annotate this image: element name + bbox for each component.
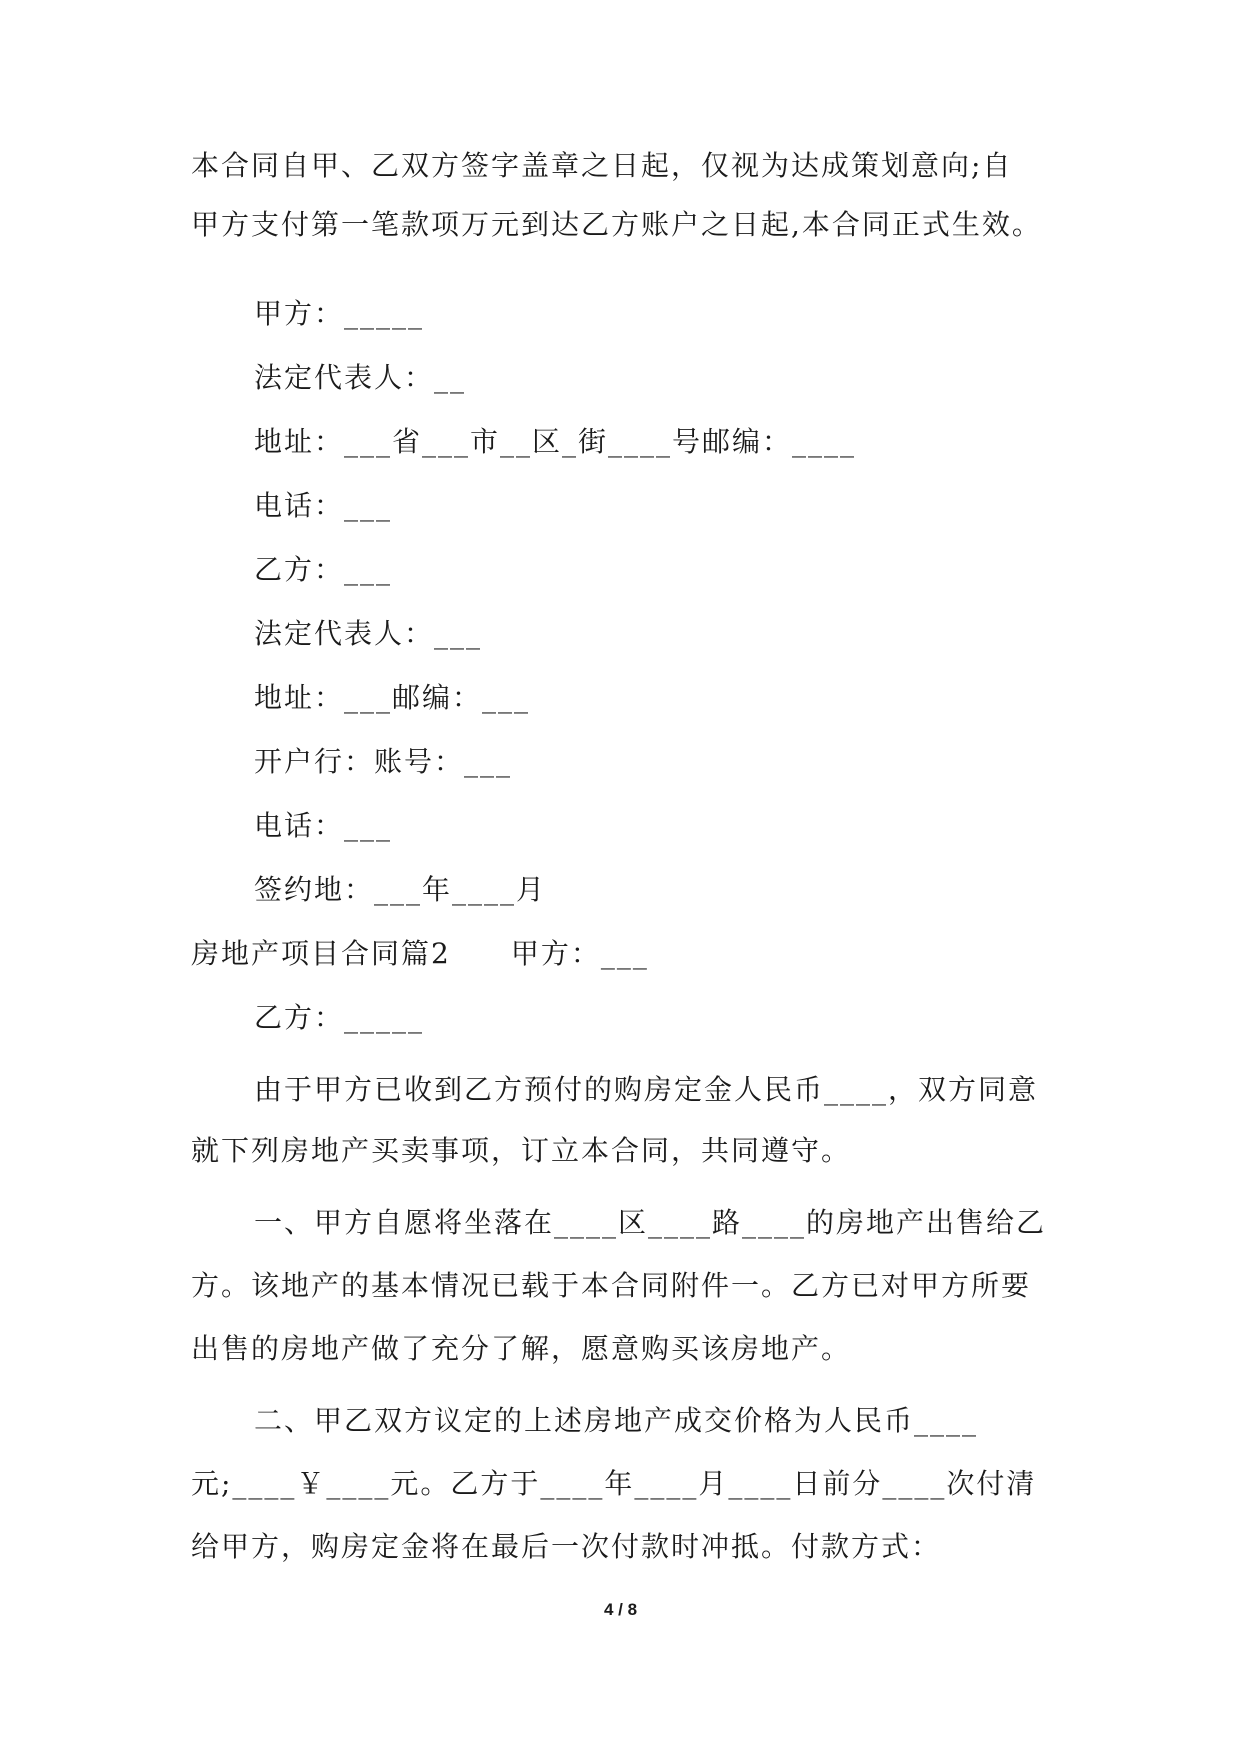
party-b-field: 乙方：___ <box>254 553 393 586</box>
paragraph-line: 出售的房地产做了充分了解，愿意购买该房地产。 <box>191 1332 852 1365</box>
party-a-representative-field: 法定代表人：__ <box>254 361 467 394</box>
party-a-phone-field: 电话：___ <box>254 489 393 522</box>
paragraph-line: 本合同自甲、乙双方签字盖章之日起，仅视为达成策划意向;自 <box>191 149 1013 182</box>
paragraph-line: 就下列房地产买卖事项，订立本合同，共同遵守。 <box>191 1134 852 1167</box>
section-heading: 房地产项目合同篇2 甲方：___ <box>191 937 649 970</box>
paragraph-line: 二、甲乙双方议定的上述房地产成交价格为人民币____ <box>254 1404 979 1437</box>
paragraph-line: 元;____￥____元。乙方于____年____月____日前分____次付清 <box>191 1467 1037 1500</box>
paragraph-line: 方。该地产的基本情况已载于本合同附件一。乙方已对甲方所要 <box>191 1269 1032 1302</box>
party-b-representative-field: 法定代表人：___ <box>254 617 483 650</box>
party-a-field: 甲方：_____ <box>254 297 425 330</box>
paragraph-line: 甲方支付第一笔款项万元到达乙方账户之日起,本合同正式生效。 <box>191 208 1042 241</box>
party-b-address-field: 地址：___邮编：___ <box>254 681 531 714</box>
paragraph-line: 一、甲方自愿将坐落在____区____路____的房地产出售给乙 <box>254 1206 1047 1239</box>
party-b-field: 乙方：_____ <box>254 1001 425 1034</box>
party-a-address-field: 地址：___省___市__区_街____号邮编：____ <box>254 425 857 458</box>
party-b-bank-field: 开户行：账号：___ <box>254 745 513 778</box>
page-number: 4 / 8 <box>603 1600 638 1619</box>
party-b-phone-field: 电话：___ <box>254 809 393 842</box>
paragraph-line: 给甲方，购房定金将在最后一次付款时冲抵。付款方式： <box>191 1530 942 1563</box>
signing-place-field: 签约地：___年____月 <box>254 873 547 906</box>
paragraph-line: 由于甲方已收到乙方预付的购房定金人民币____，双方同意 <box>254 1073 1039 1106</box>
